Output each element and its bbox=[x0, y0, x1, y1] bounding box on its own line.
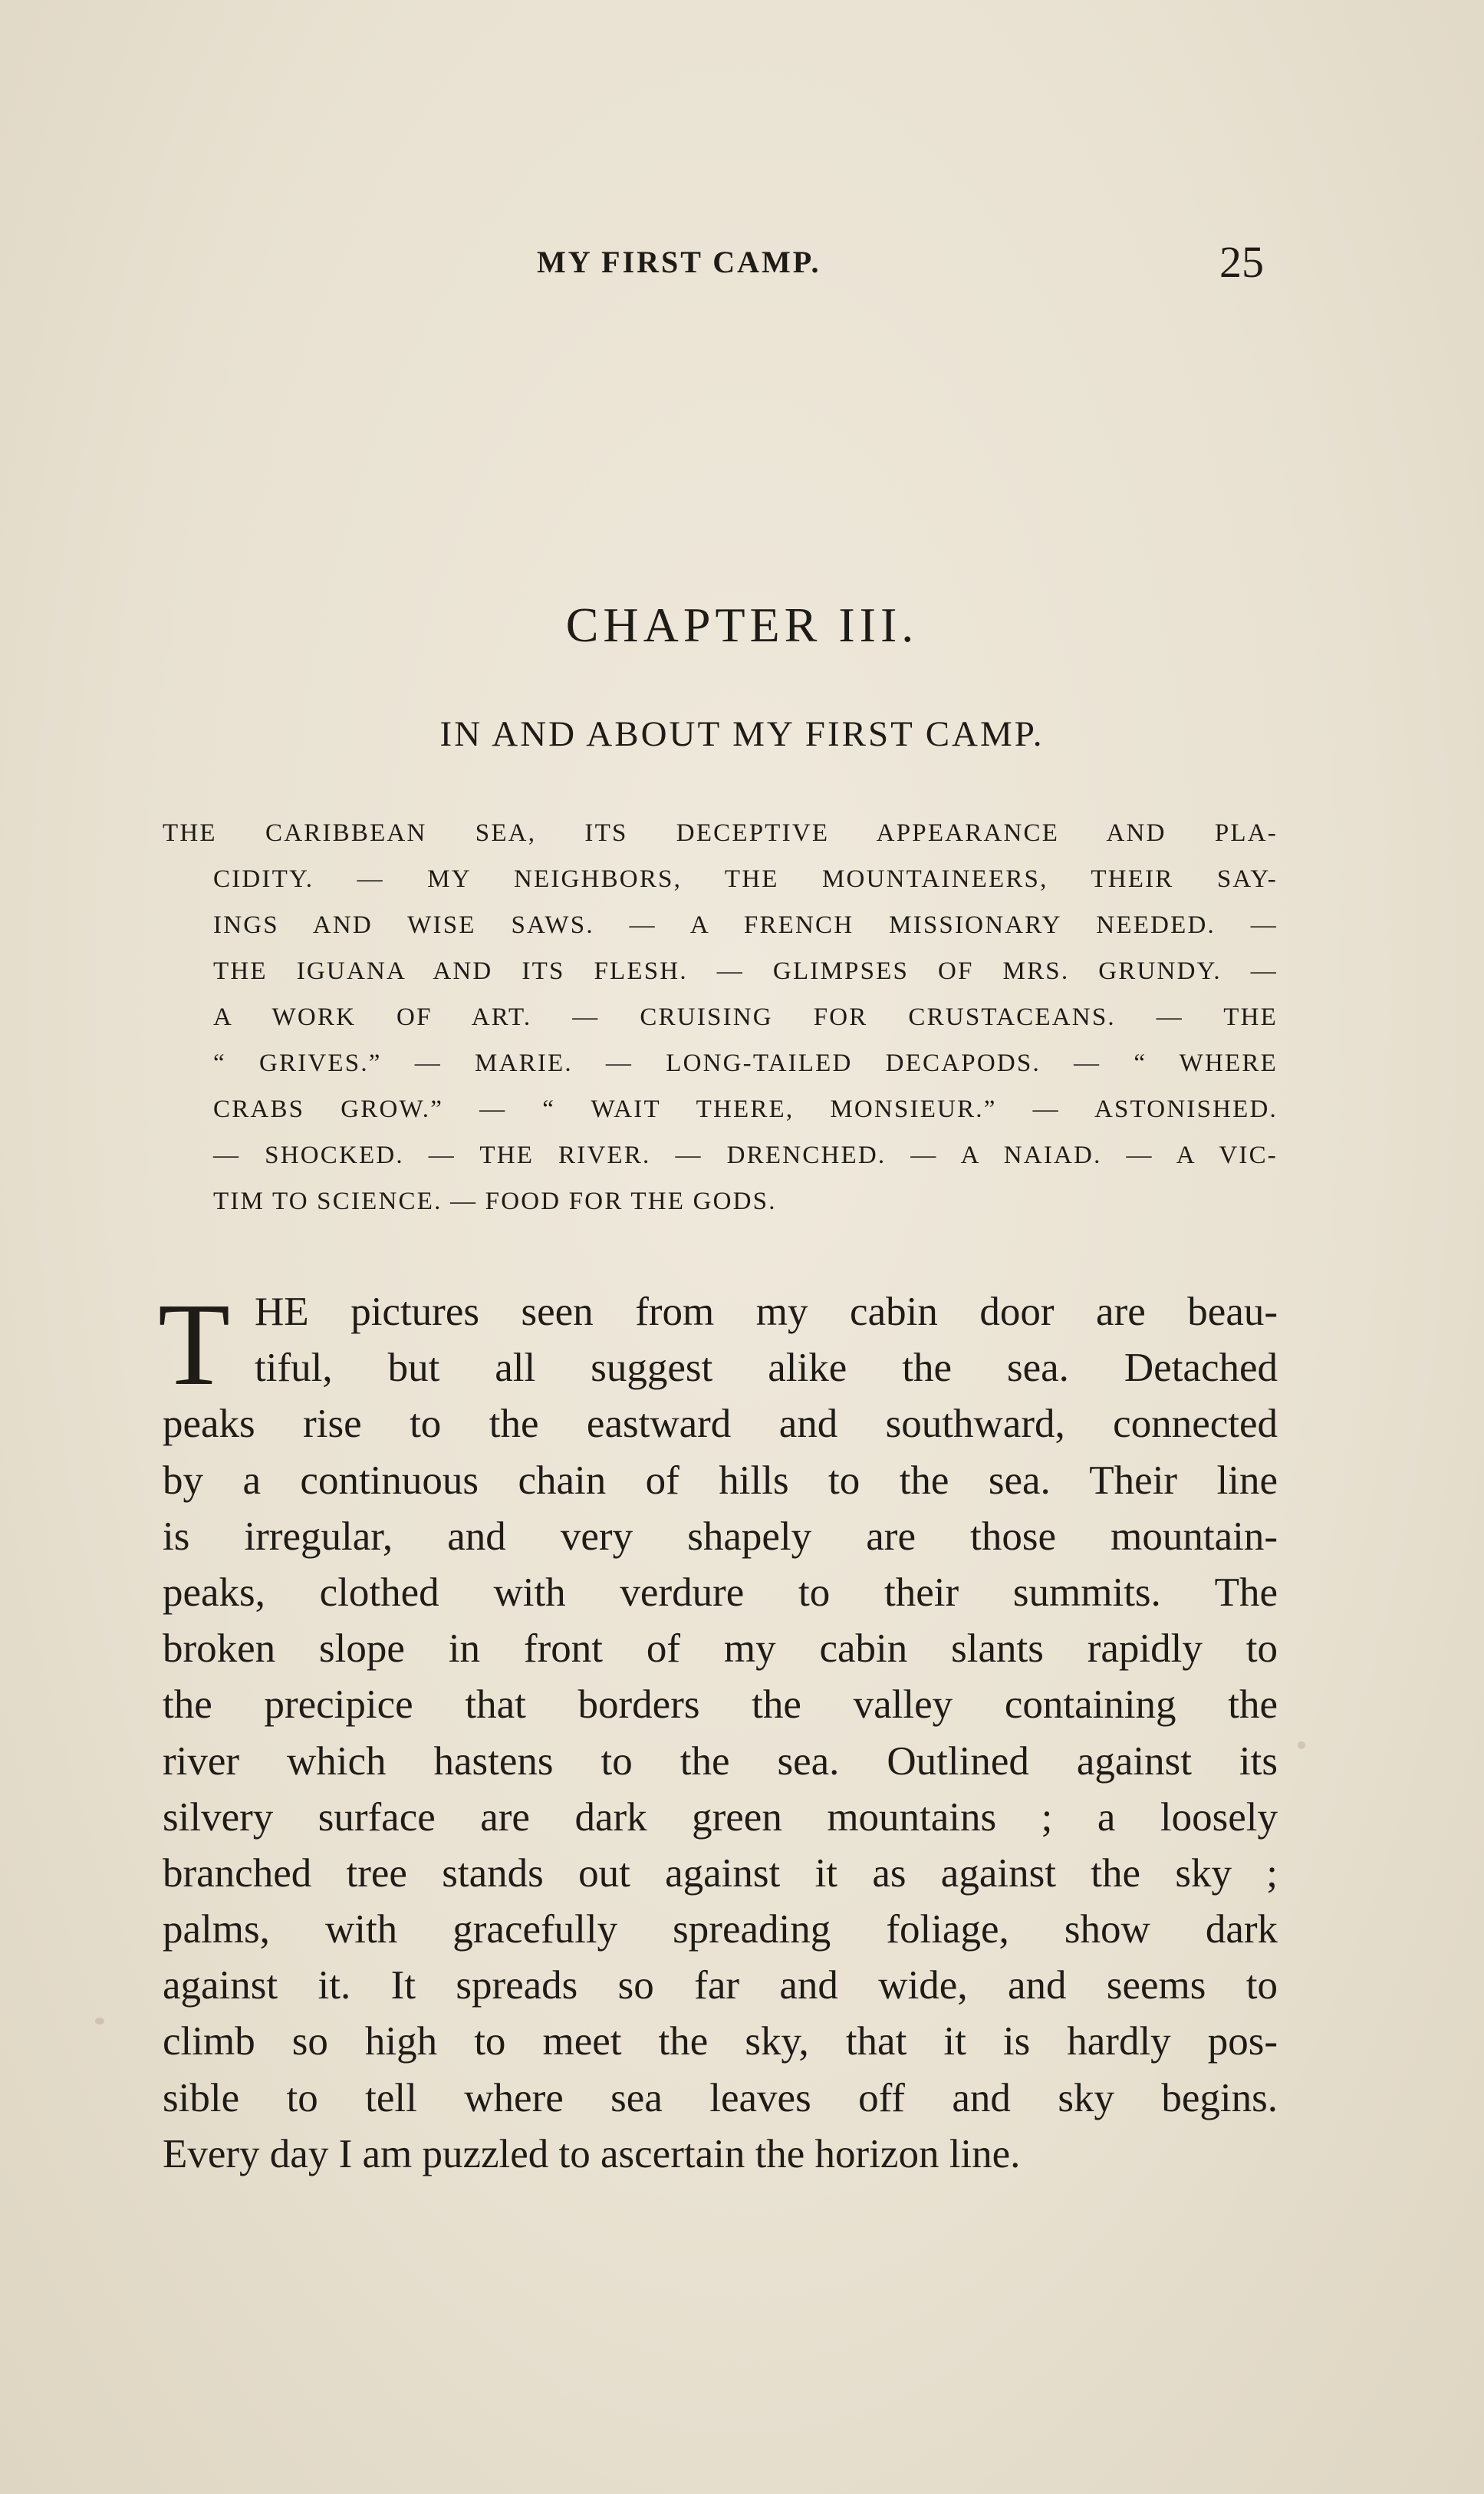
body-line: is irregular, and very shapely are those mountain- bbox=[163, 1514, 1278, 1559]
body-line: branched tree stands out against it as against the sky ; bbox=[163, 1850, 1278, 1896]
synopsis-line: TIM TO SCIENCE. — FOOD FOR THE GODS. bbox=[213, 1188, 777, 1215]
body-line: against it. It spreads so far and wide, and seems to bbox=[163, 1963, 1278, 2008]
chapter-title: CHAPTER III. bbox=[565, 598, 919, 652]
synopsis-line: A WORK OF ART. — CRUISING FOR CRUSTACEANS. — THE bbox=[213, 1003, 1278, 1031]
body-line: HE pictures seen from my cabin door are beau- bbox=[255, 1290, 1278, 1334]
synopsis-line: THE IGUANA AND ITS FLESH. — GLIMPSES OF MRS. GRUNDY. — bbox=[213, 957, 1278, 985]
body-line: peaks, clothed with verdure to their summits. The bbox=[163, 1570, 1278, 1615]
synopsis-line: CRABS GROW.” — “ WAIT THERE, MONSIEUR.” — ASTONISHED. bbox=[213, 1095, 1278, 1123]
synopsis-line: CIDITY. — MY NEIGHBORS, THE MOUNTAINEERS, THEIR SAY- bbox=[213, 865, 1278, 893]
body-line: by a continuous chain of hills to the sea. Their line bbox=[163, 1458, 1278, 1503]
page-number: 25 bbox=[1219, 237, 1264, 287]
body-line: climb so high to meet the sky, that it is hardly pos- bbox=[163, 2019, 1278, 2064]
paper-speck bbox=[1298, 1741, 1305, 1749]
body-line: sible to tell where sea leaves off and sky begins. bbox=[163, 2075, 1278, 2120]
body-line: tiful, but all suggest alike the sea. Detached bbox=[255, 1346, 1278, 1391]
synopsis-line: — SHOCKED. — THE RIVER. — DRENCHED. — A NAIAD. — A VIC- bbox=[213, 1142, 1278, 1169]
body-line: palms, with gracefully spreading foliage, show dark bbox=[163, 1907, 1278, 1952]
running-title: MY FIRST CAMP. bbox=[537, 245, 821, 279]
chapter-subtitle: IN AND ABOUT MY FIRST CAMP. bbox=[439, 714, 1045, 754]
drop-cap: T bbox=[158, 1280, 231, 1410]
body-line: river which hastens to the sea. Outlined against its bbox=[163, 1738, 1278, 1784]
synopsis-line: THE CARIBBEAN SEA, ITS DECEPTIVE APPEARANCE AND PLA- bbox=[163, 819, 1278, 847]
body-paragraph bbox=[158, 1280, 1278, 2183]
body-line: peaks rise to the eastward and southward, connected bbox=[163, 1402, 1278, 1447]
synopsis-line: “ GRIVES.” — MARIE. — LONG-TAILED DECAPODS. — “ WHERE bbox=[213, 1049, 1278, 1077]
body-line: the precipice that borders the valley containing the bbox=[163, 1682, 1278, 1728]
body-line: Every day I am puzzled to ascertain the horizon line. bbox=[163, 2131, 1021, 2176]
chapter-synopsis bbox=[163, 810, 1278, 1224]
synopsis-line: INGS AND WISE SAWS. — A FRENCH MISSIONARY NEEDED. — bbox=[213, 911, 1278, 939]
paper-speck bbox=[95, 2018, 104, 2025]
body-line: broken slope in front of my cabin slants rapidly to bbox=[163, 1626, 1278, 1672]
running-head bbox=[0, 239, 1484, 285]
body-line: silvery surface are dark green mountains ; a loosely bbox=[163, 1794, 1278, 1840]
